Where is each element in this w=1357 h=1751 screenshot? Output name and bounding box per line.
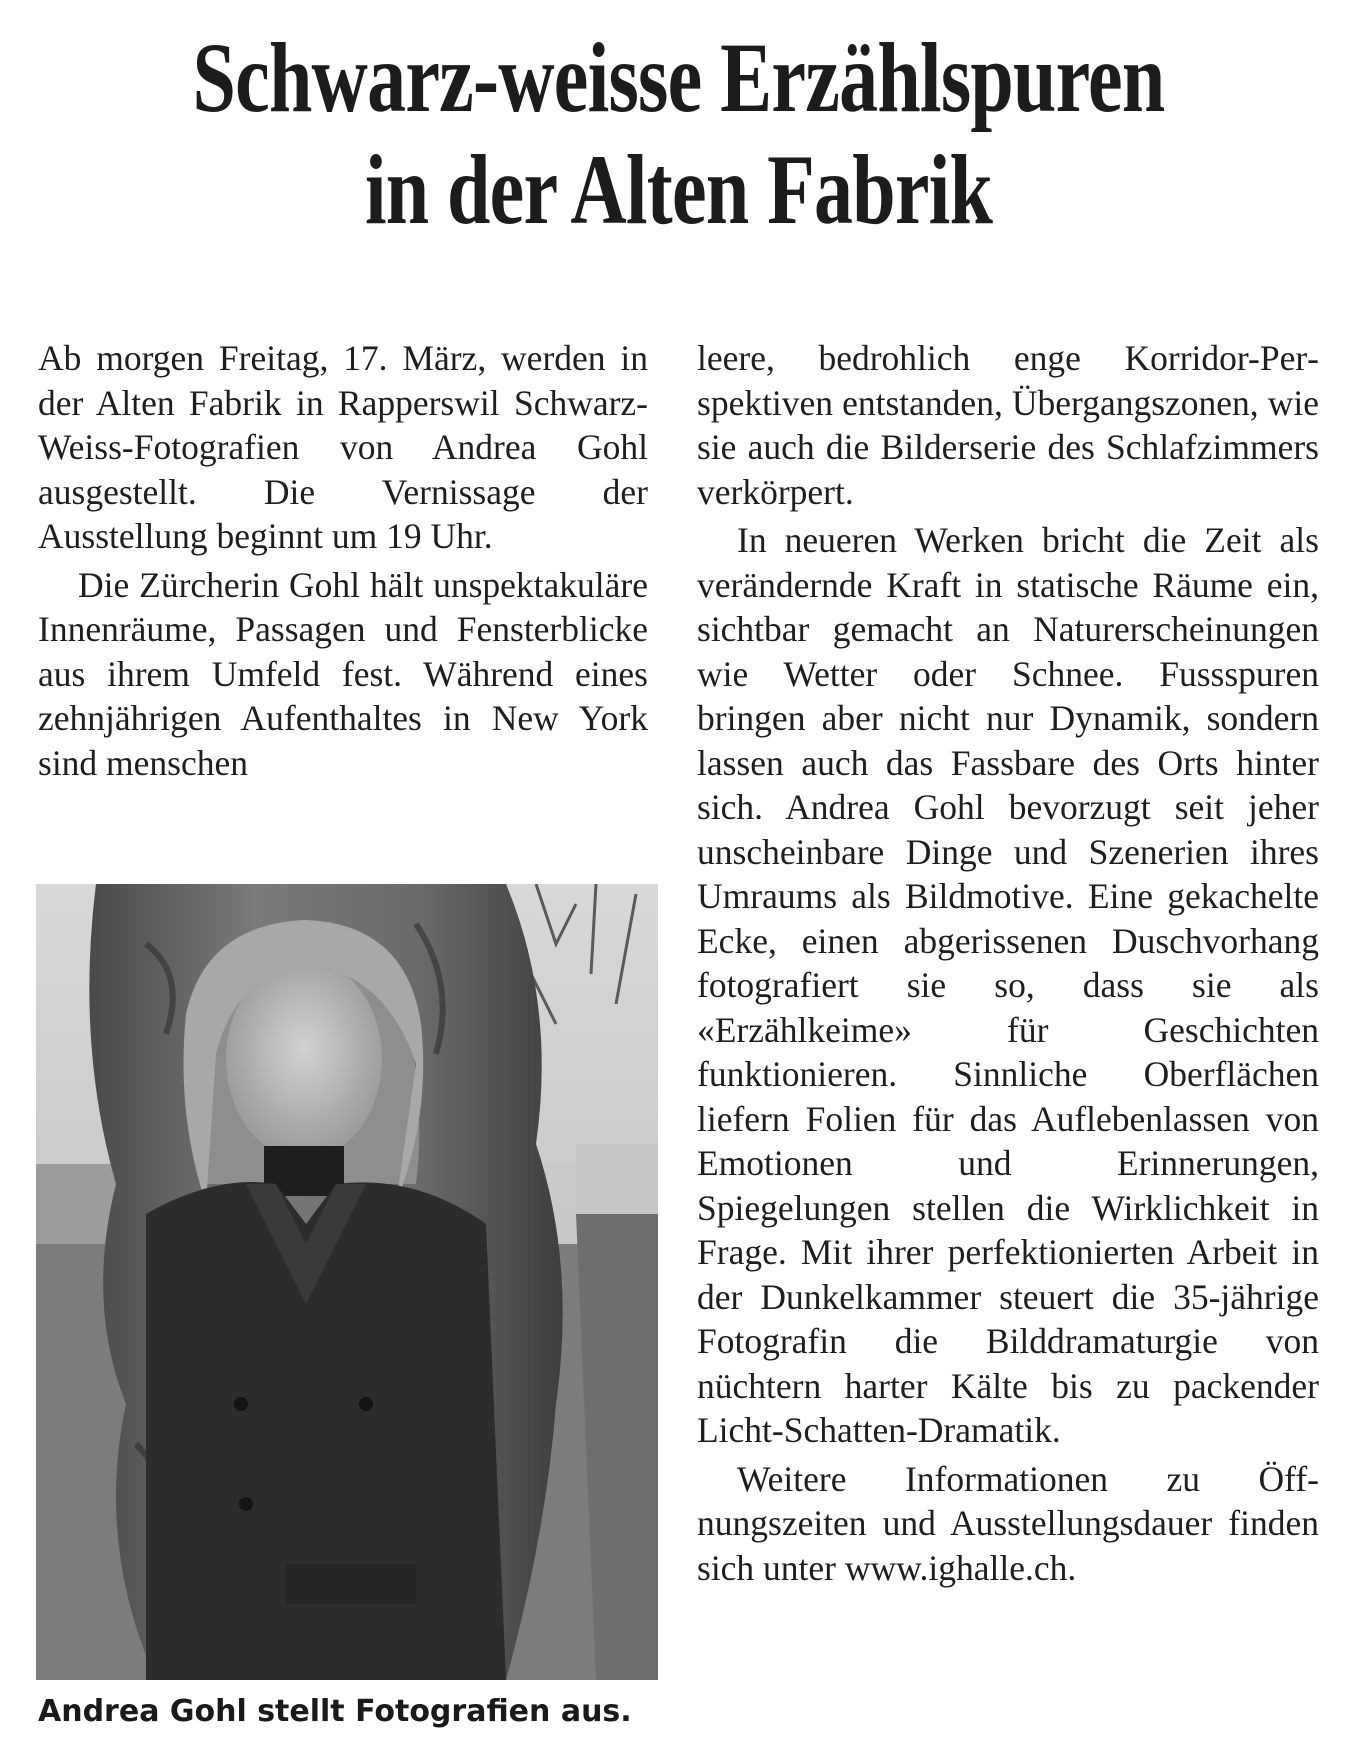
paragraph-intro: Ab morgen Freitag, 17. März, werden in der Alten Fabrik in Rapperswil Schwarz-Weiss-Fotografien von Andrea Gohl ausgestellt. Die Vernissage der Ausstellung beginnt um 19 Uhr. (38, 338, 648, 556)
paragraph-newyork: leere, bedrohlich enge Korridor-Perspektiven entstanden, Übergangszonen, wie sie auch die Bilderserie des Schlafzimmers verkörpert. (697, 338, 1319, 512)
portrait-photo-illustration (36, 884, 658, 1680)
headline-line-1: Schwarz-weisse Erzählspuren (192, 22, 1165, 133)
paragraph-works: In neueren Werken bricht die Zeit als verändernde Kraft in statische Räume ein, sichtbar gemacht an Naturerscheinungen wie Wetter oder Schnee. Fussspuren bringen aber nicht nur Dynamik, sondern lassen auch das Fassbare des Orts hinter sich. Andrea Gohl bevorzugt seit jeher unscheinbare Dinge und Szenerien ihres Umraums als Bildmotive. Eine gekachelte Ecke, einen abgerissenen Duschvorhang fotografiert sie so, dass sie als «Erzählkeime» für Geschichten funktionieren. Sinnliche Oberflächen liefern Folien für das Auflebenlassen von Emotionen und Erinnerungen, Spiegelungen stellen die Wirklichkeit in Frage. Mit ihrer perfektionierten Arbeit in der Dunkelkammer steuert die 35-jährige Fotografin die Bilddramaturgie von nüchtern harter Kälte bis zu packender Licht-Schatten-Dramatik. (697, 520, 1319, 1450)
headline-line-2: in der Alten Fabrik (364, 134, 993, 245)
right-text-column (697, 336, 1319, 1590)
article-headline (173, 22, 1185, 246)
paragraph-artist: Die Zürcherin Gohl hält unspektakuläre Innenräume, Passagen und Fensterblicke aus ihrem Umfeld fest. Während eines zehnjährigen Aufenthaltes in New York sind menschen (38, 564, 648, 783)
paragraph-info: Weitere Informationen zu Öffnungszeiten und Ausstellungsdauer finden sich unter www.ighalle.ch. (697, 1458, 1319, 1588)
portrait-photo (36, 884, 658, 1680)
photo-caption: Andrea Gohl stellt Fotografien aus. (38, 1694, 632, 1729)
left-text-column (38, 336, 648, 785)
